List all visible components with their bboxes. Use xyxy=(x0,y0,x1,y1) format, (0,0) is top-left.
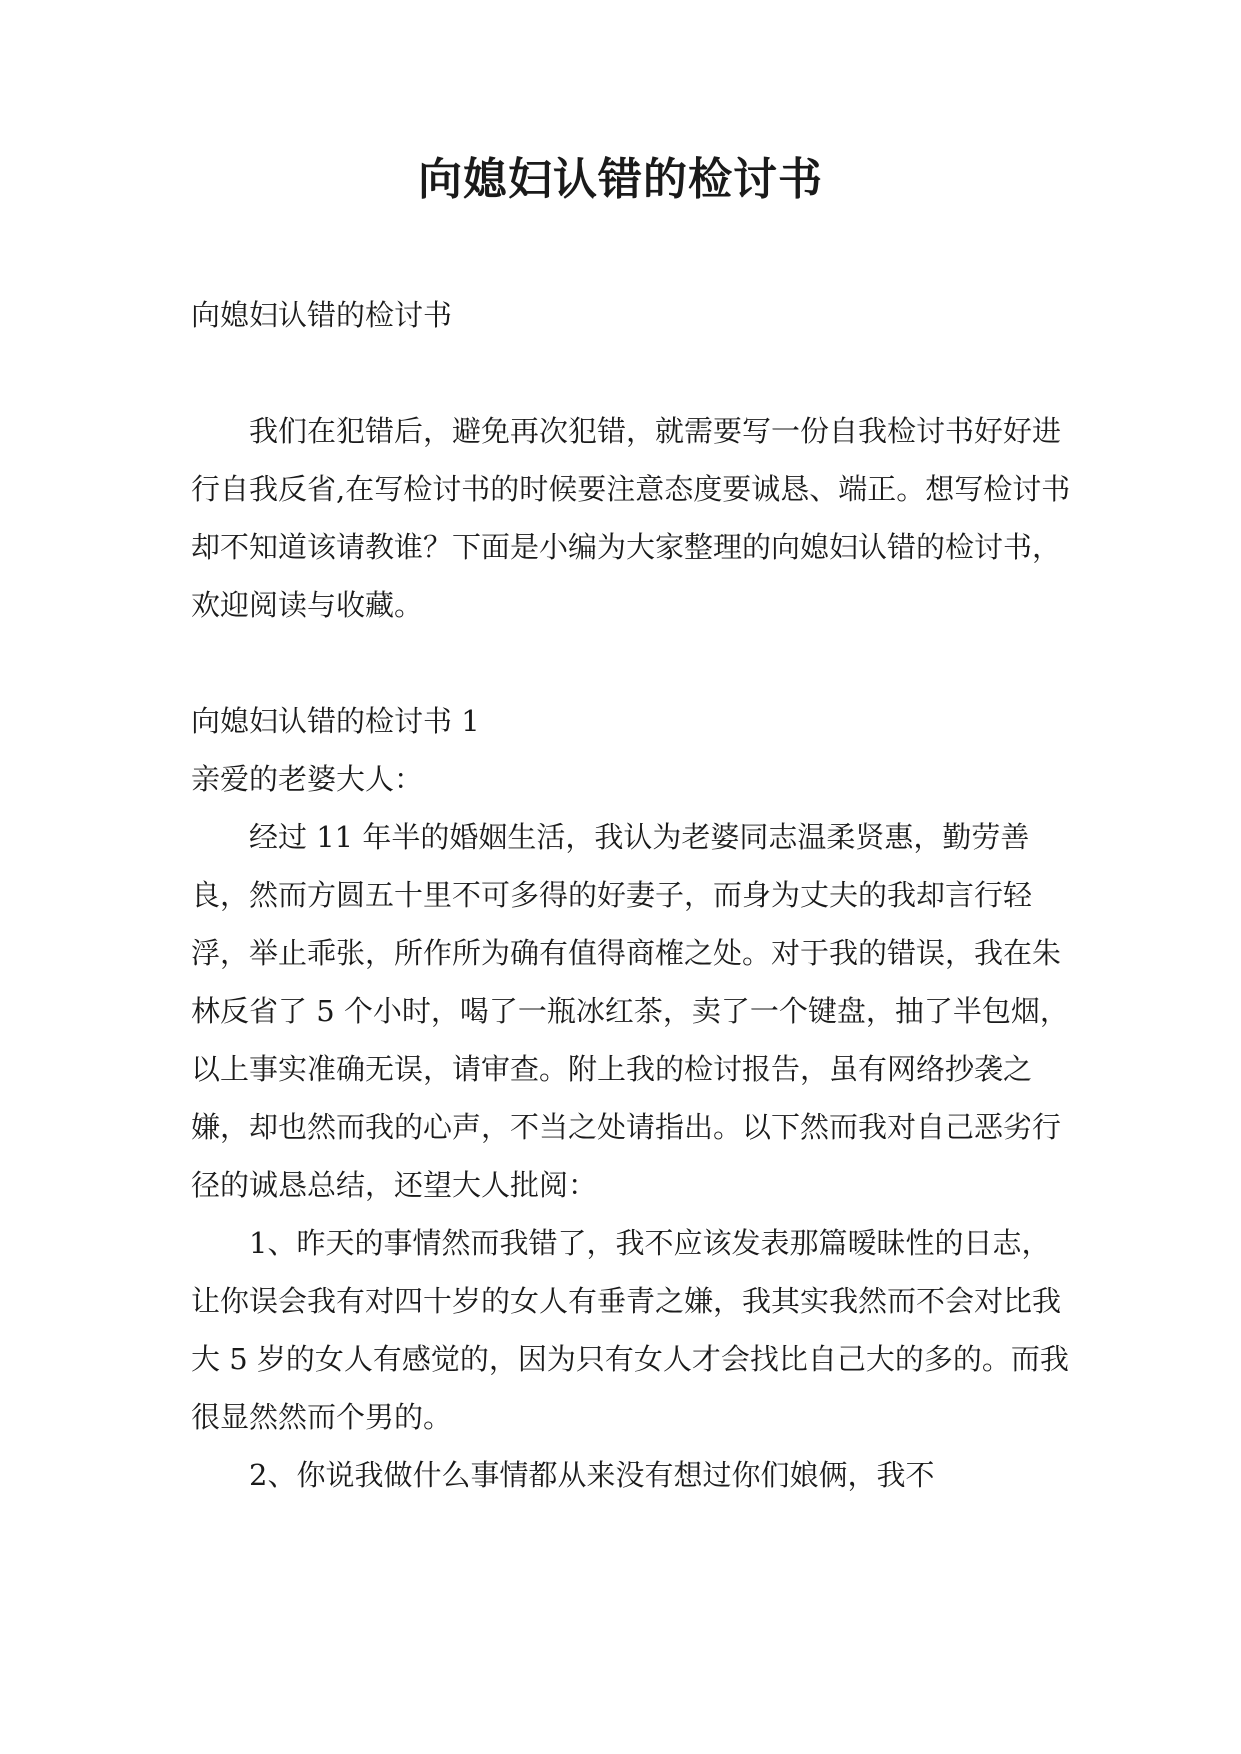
document-subtitle: 向媳妇认错的检讨书 xyxy=(191,298,453,332)
body-paragraph: 2、你说我做什么事情都从来没有想过你们娘俩，我不 xyxy=(249,1458,935,1492)
blank-line xyxy=(191,344,1071,402)
blank-line xyxy=(191,634,1071,692)
body-paragraph: 1、昨天的事情然而我错了，我不应该发表那篇暧昧性的日志，让你误会我有对四十岁的女人有垂青之嫌，我其实我然而不会对比我大 5 岁的女人有感觉的，因为只有女人才会找比自己大的多的。而我很显然然而个男的。 xyxy=(191,1226,1069,1434)
intro-paragraph: 我们在犯错后，避免再次犯错，就需要写一份自我检讨书好好进行自我反省,在写检讨书的时候要注意态度要诚恳、端正。想写检讨书却不知道该请教谁？下面是小编为大家整理的向媳妇认错的检讨书，欢迎阅读与收藏。 xyxy=(191,414,1071,622)
salutation: 亲爱的老婆大人： xyxy=(191,762,424,796)
section-heading: 向媳妇认错的检讨书 1 xyxy=(191,704,480,738)
document-title: 向媳妇认错的检讨书 xyxy=(418,154,823,205)
document-body xyxy=(191,286,1071,1504)
body-paragraph: 经过 11 年半的婚姻生活，我认为老婆同志温柔贤惠，勤劳善良，然而方圆五十里不可多得的好妻子，而身为丈夫的我却言行轻浮，举止乖张，所作所为确有值得商榷之处。对于我的错误，我在朱林反省了 5 个小时，喝了一瓶冰红茶，卖了一个键盘，抽了半包烟，以上事实准确无误，请审查。附上我的检讨报告，虽有网络抄袭之嫌，却也然而我的心声，不当之处请指出。以下然而我对自己恶劣行径的诚恳总结，还望大人批阅： xyxy=(191,820,1069,1202)
